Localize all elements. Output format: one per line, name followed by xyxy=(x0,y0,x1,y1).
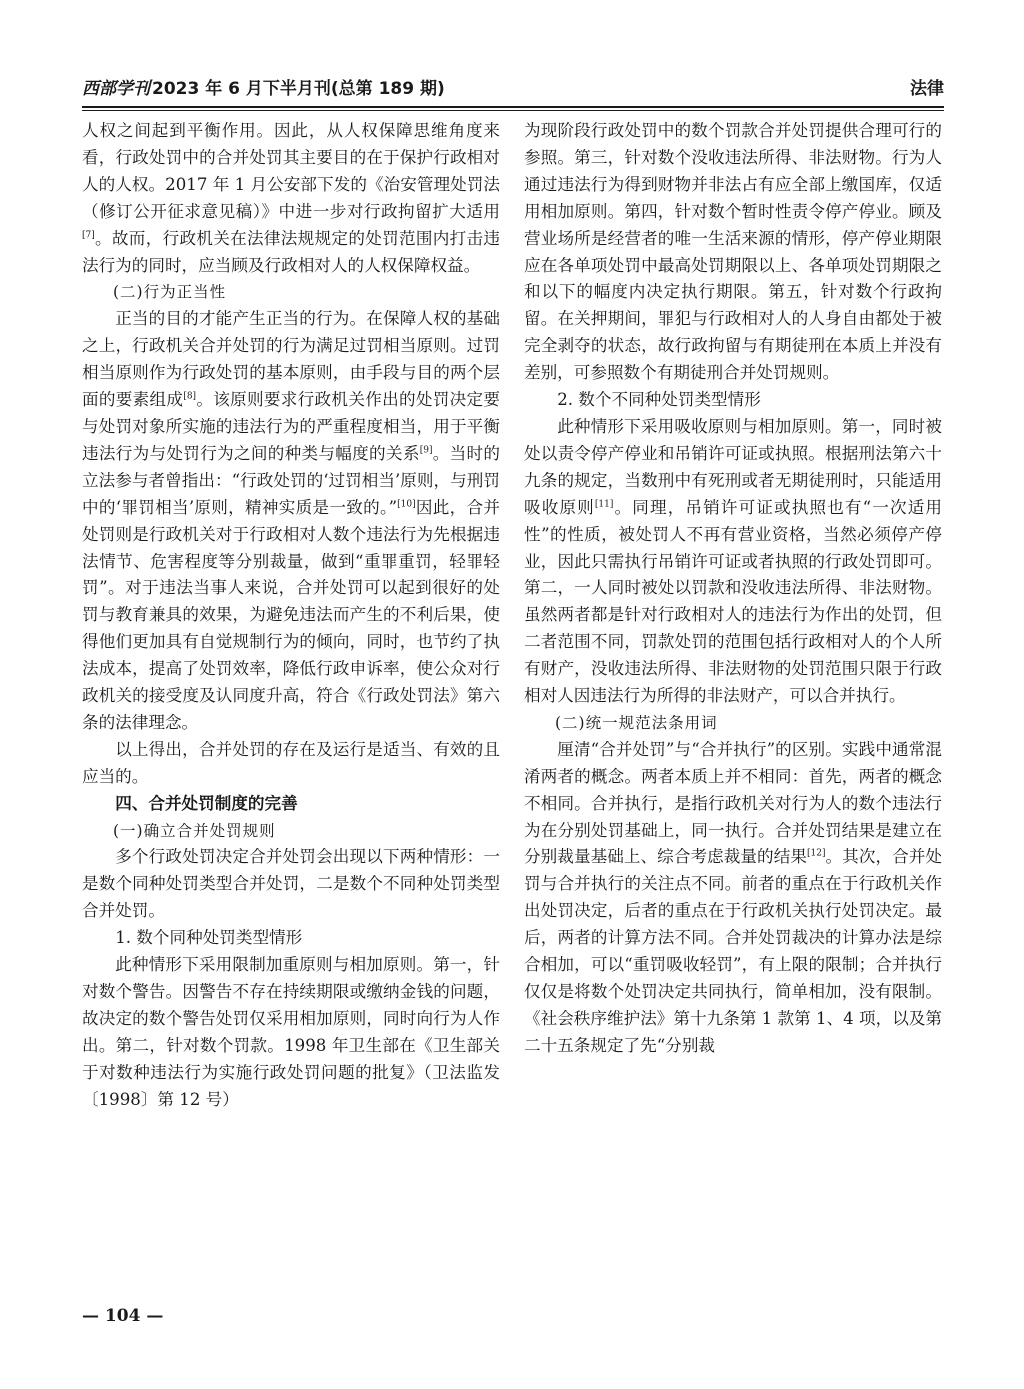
header-rule-thin xyxy=(82,110,944,111)
text-run: 。故而，行政机关在法律法规规定的处罚范围内打击违法行为的同时，应当顾及行政相对人的人权保障权益。 xyxy=(82,228,500,275)
citation-ref: [12] xyxy=(807,848,826,859)
paragraph xyxy=(524,414,942,710)
section-heading xyxy=(82,818,500,845)
section-heading xyxy=(82,925,500,952)
running-header xyxy=(82,70,944,102)
text-run: 厘清“合并处罚”与“合并执行”的区别。实践中通常混淆两者的概念。两者本质上并不相同：首先，两者的概念不相同。合并执行，是指行政机关对行为人的数个违法行为在分别处罚基础上，同一执行。合并处罚结果是建立在分别裁量基础上、综合考虑裁量的结果 xyxy=(524,739,942,867)
citation-ref: [8] xyxy=(183,391,197,402)
text-run: 此种情形下采用限制加重原则与相加原则。第一，针对数个警告。因警告不存在持续期限或缴纳金钱的问题，故决定的数个警告处罚仅采用相加原则，同时向行为人作出。第二，针对数个罚款。1998 年卫生部在《卫生部关于对数种违法行为实施行政处罚问题的批复》（卫法监发〔1998〕第 12 号） xyxy=(82,955,500,1109)
section-heading xyxy=(82,791,500,818)
text-run: 1. 数个同种处罚类型情形 xyxy=(115,928,303,948)
citation-ref: [9] xyxy=(419,445,433,456)
text-run: 。该原则要求行政机关作出的处罚决定要与处罚对象所实施的违法行为的严重程度相当，用于平衡违法行为与处罚行为之间的种类与幅度的关系 xyxy=(82,390,500,463)
text-run: 以上得出，合并处罚的存在及运行是适当、有效的且应当的。 xyxy=(82,739,500,786)
section-label: 法律 xyxy=(910,78,944,99)
paragraph xyxy=(82,952,500,1113)
text-run: 正当的目的才能产生正当的行为。在保障人权的基础之上，行政机关合并处罚的行为满足过罚相当原则。过罚相当原则作为行政处罚的基本原则，由手段与目的两个层面的要素组成 xyxy=(82,309,500,410)
journal-logo: 西部学刊 xyxy=(82,78,150,99)
text-run: 因此，合并处罚则是行政机关对于行政相对人数个违法行为先根据违法情节、危害程度等分别裁量，做到“重罪重罚，轻罪轻罚”。对于违法当事人来说，合并处罚可以起到很好的处罚与教育兼具的效果，为避免违法而产生的不利后果，使得他们更加具有自觉规制行为的倾向，同时，也节约了执法成本，提高了处罚效率，降低行政申诉率，使公众对行政机关的接受度及认同度升高，符合《行政处罚法》第六条的法律理念。 xyxy=(82,497,501,732)
text-run: (一)确立合并处罚规则 xyxy=(113,821,276,840)
text-run: 。同理，吊销许可证或执照也有“一次适用性”的性质，被处罚人不再有营业资格，当然必须停产停业，因此只需执行吊销许可证或者执照的行政处罚即可。第二，一人同时被处以罚款和没收违法所得、非法财物。虽然两者都是针对行政相对人的违法行为作出的处罚，但二者范围不同，罚款处罚的范围包括行政相对人的个人所有财产，没收违法所得、非法财物的处罚范围只限于行政相对人因违法行为所得的非法财产，可以合并执行。 xyxy=(524,497,943,706)
left-column xyxy=(82,118,500,1114)
text-run: 为现阶段行政处罚中的数个罚款合并处罚提供合理可行的参照。第三，针对数个没收违法所得、非法财物。行为人通过违法行为得到财物并非法占有应全部上缴国库，仅适用相加原则。第四，针对数个暂时性责令停产停业。顾及营业场所是经营者的唯一生活来源的情形，停产停业期限应在各单项处罚中最高处罚期限以上、各单项处罚期限之和以下的幅度内决定执行期限。第五，针对数个行政拘留。在关押期间，罪犯与行政相对人的人身自由都处于被完全剥夺的状态，故行政拘留与有期徒刑在本质上并没有差别，可参照数个有期徒刑合并处罚规则。 xyxy=(524,121,942,383)
issue-info: 2023 年 6 月下半月刊(总第 189 期) xyxy=(152,78,445,99)
text-run: 2. 数个不同种处罚类型情形 xyxy=(557,390,761,410)
text-run: (二)统一规范法条用词 xyxy=(555,713,718,732)
text-run: 此种情形下采用吸收原则与相加原则。第一，同时被处以责令停产停业和吊销许可证或执照。根据刑法第六十九条的规定，当数刑中有死刑或者无期徒刑时，只能适用吸收原则 xyxy=(524,416,942,517)
paragraph xyxy=(82,118,500,279)
text-run: (二)行为正当性 xyxy=(113,283,227,302)
section-heading xyxy=(82,279,500,306)
page-number: — 104 — xyxy=(82,1306,164,1326)
citation-ref: [7] xyxy=(82,230,95,241)
section-heading xyxy=(524,710,942,737)
text-run: 。当时的立法参与者曾指出：“行政处罚的‘过罚相当’原则，与刑罚中的‘罪罚相当’原则，精神实质是一致的。” xyxy=(82,443,501,517)
paragraph xyxy=(82,737,500,791)
text-run: 。其次，合并处罚与合并执行的关注点不同。前者的重点在于行政机关作出处罚决定，后者的重点在于行政机关执行处罚决定。最后，两者的计算方法不同。合并处罚裁决的计算办法是综合相加，可以“重罚吸收轻罚”，有上限的限制；合并执行仅仅是将数个处罚决定共同执行，简单相加，没有限制。《社会秩序维护法》第十九条第 1 款第 1、4 项，以及第二十五条规定了先“分别裁 xyxy=(524,847,943,1055)
paragraph xyxy=(524,737,942,1060)
header-rule xyxy=(82,106,944,108)
citation-ref: [10] xyxy=(397,499,416,510)
text-run: 多个行政处罚决定合并处罚会出现以下两种情形：一是数个同种处罚类型合并处罚，二是数个不同种处罚类型合并处罚。 xyxy=(82,847,500,921)
citation-ref: [11] xyxy=(594,499,614,510)
section-heading xyxy=(524,387,942,414)
paragraph xyxy=(82,844,500,925)
paragraph xyxy=(524,118,942,387)
text-run: 人权之间起到平衡作用。因此，从人权保障思维角度来看，行政处罚中的合并处罚其主要目的在于保护行政相对人的人权。2017 年 1 月公安部下发的《治安管理处罚法（修订公开征求意见稿）》中进一步对行政拘留扩大适用 xyxy=(82,121,500,221)
text-run: 四、合并处罚制度的完善 xyxy=(115,793,298,813)
right-column xyxy=(524,118,942,1060)
header-left xyxy=(82,74,445,99)
paragraph xyxy=(82,306,500,737)
